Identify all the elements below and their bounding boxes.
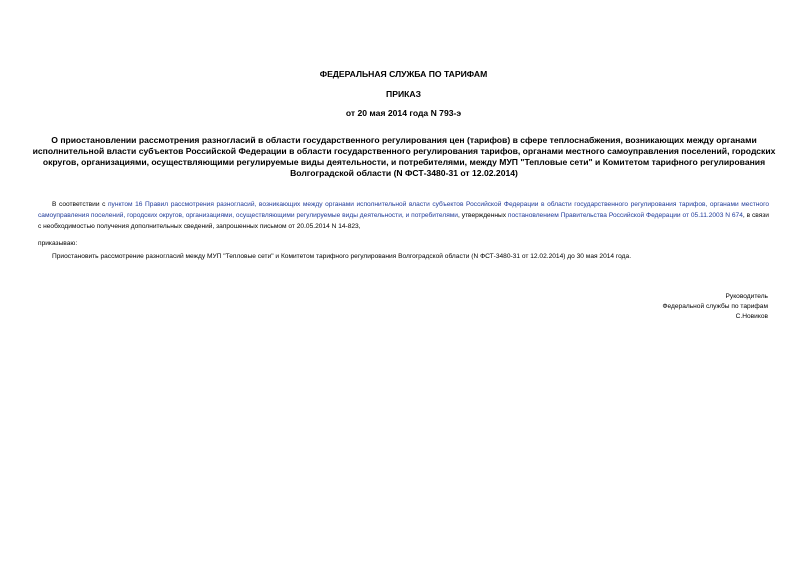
rules-link[interactable]: пунктом 16 Правил рассмотрения разногласий, возникающих между органами исполнительной власти субъектов Российской Федерации в области государственного регулирования тарифов, органами местного самоуправления поселений, городских округов, организациями, осуществляющими регулируемые виды деятельности, и потребителями bbox=[38, 201, 769, 219]
signature-name: С.Новиков bbox=[735, 313, 768, 320]
basis-intro-text: В соответствии с bbox=[52, 201, 108, 208]
document-date: от 20 мая 2014 года N 793-э bbox=[345, 108, 462, 118]
basis-mid-text: , утвержденных bbox=[458, 212, 508, 219]
signature-position: Руководитель bbox=[725, 293, 768, 300]
order-paragraph: Приостановить рассмотрение разногласий между МУП "Тепловые сети" и Комитетом тарифного регулирования Волгоградской области (N ФСТ-3480-31 от 12.02.2014) до 30 мая 2014 года. bbox=[52, 253, 632, 260]
government-decree-link[interactable]: постановлением Правительства Российской Федерации от 05.11.2003 N 674 bbox=[507, 212, 743, 219]
paragraph-basis bbox=[38, 199, 769, 232]
order-word: приказываю: bbox=[38, 240, 78, 247]
signature-organization: Федеральной службы по тарифам bbox=[662, 303, 768, 310]
document-type: ПРИКАЗ bbox=[386, 89, 421, 99]
agency-name: ФЕДЕРАЛЬНАЯ СЛУЖБА ПО ТАРИФАМ bbox=[319, 69, 488, 79]
document-title: О приостановлении рассмотрения разногласий в области государственного регулирования цен (тарифов) в сфере теплоснабжения, возникающих между органами исполнительной власти субъектов Российской Федерации в области государственного регулирования тарифов, органами местного самоуправления поселений, городских округов, организациями, осуществляющими регулируемые виды деятельности, и потребителями, между МУП "Тепловые сети" и Комитетом тарифного регулирования Волгоградской области (N ФСТ-3480-31 от 12.02.2014) bbox=[32, 135, 776, 178]
basis-end-text: , в связи с необходимостью получения дополнительных сведений, запрошенных письмом от 20.05.2014 N 14-823, bbox=[38, 212, 769, 230]
